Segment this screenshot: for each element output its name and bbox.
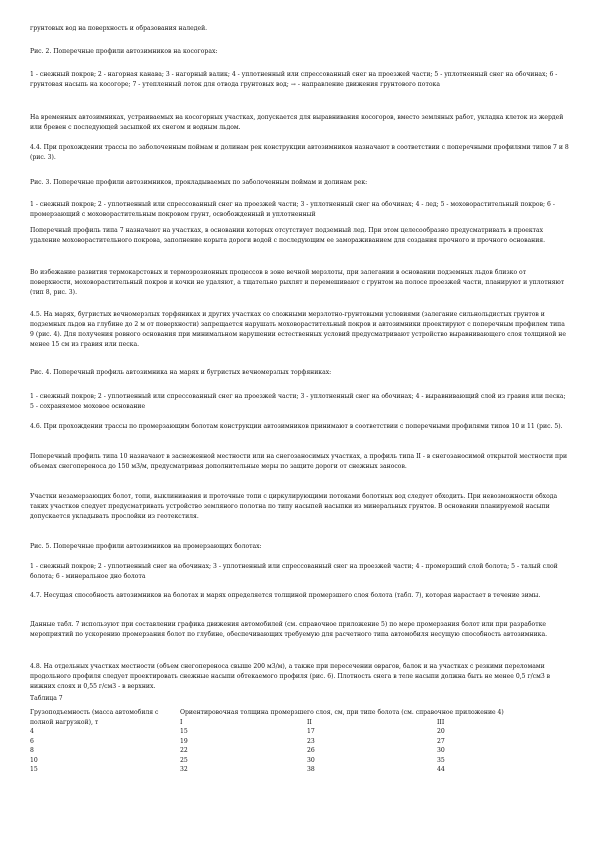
table-cell-type-3: 35 (437, 756, 445, 764)
table-7 (30, 708, 570, 775)
paragraph-4-6: 4.6. При прохождении трассы по промерзающим болотам конструкции автозимников принимают в соответствии с поперечными профилями типов 10 и 11 (рис. 5). (30, 423, 563, 430)
paragraph-4-7: 4.7. Несущая способность автозимников на болотах и марях определяется толщиной промерзшего слоя болота (табл. 7), которая нарастает в течение зимы. (30, 592, 541, 599)
figure-legend-2: 1 - снежный покров; 2 - нагорная канава; 3 - нагорный валик; 4 - уплотненный или спрессованный снег на проезжей части; 5 - уплотненный снег на обочинах; 6 - грунтовая насыпь на косогоре; 7 - утепленный лоток для отвода грунтовых вод; → - направление движения грунтового потока (30, 71, 558, 88)
table-cell-type-2: 17 (307, 728, 315, 735)
table-row (30, 756, 570, 766)
table-cell-type-2: 30 (307, 756, 315, 764)
paragraph-profile-type-10: Поперечный профиль типа 10 назначают в заснеженной местности или на снегозаносимых участках, а профиль типа II - в снегозаносимой открытой местности при объемах снегопереноса до 150 м3/м, предусматривая дополнительные меры по защите дороги от снежных заносов. (30, 453, 568, 470)
table-header-thickness (180, 708, 570, 718)
paragraph-temporary-winter-roads: На временных автозимниках, устраиваемых на косогорных участках, допускается для выравнивания косогоров, вместо земляных работ, укладка клеток из жердей или бревен с последующей засыпкой их снегом и водным льдом. (30, 114, 564, 131)
table-subheader-type-3: III (437, 718, 445, 726)
table-subheader-type-1: I (180, 718, 183, 726)
paragraph-profile-type-7: Поперечный профиль типа 7 назначают на участках, в основании которых отсутствует подземный лед. При этом целесообразно предусматривать в проектах удаление моховорастительного покрова, заполнение корыта дороги водой с последующим ее замораживанием для создания прочного и прочного основания. (30, 227, 546, 244)
table-cell-capacity: 15 (30, 766, 38, 773)
table-row (30, 737, 570, 747)
table-cell-type-3: 20 (437, 728, 445, 735)
figure-legend-3: 1 - снежный покров; 2 - уплотненный или спрессованный снег на проезжей части; 3 - уплотненный снег на обочинах; 4 - лед; 5 - моховорастительный покров; 6 - промерзающий с моховорастительным покровом грунт, освобожденный и уплотненный (30, 201, 555, 218)
table-cell-capacity: 4 (30, 728, 34, 735)
paragraph-permafrost: Во избежание развития термокарстовых и термоэрозионных процессов в зоне вечной мерзлоты, при залегании в основании подземных льдов близко от поверхности, моховорастительный покров и кочки не удаляют, а тщательно рыхлят и перемешивают с грунтом на полосе проезжей части, планируют и уплотняют (тип 8, рис. 3). (30, 269, 565, 296)
table-cell-type-3: 27 (437, 737, 445, 745)
paragraph-4-4: 4.4. При прохождении трассы по заболоченным поймам и долинам рек конструкции автозимников назначают в соответствии с поперечными профилями типов 7 и 8 (рис. 3). (30, 144, 569, 161)
table-cell-type-3: 30 (437, 747, 445, 754)
table-cell-capacity: 6 (30, 737, 34, 745)
table-cell-type-3: 44 (437, 766, 445, 773)
table-cell-type-1: 15 (180, 728, 188, 735)
table-cell-capacity: 10 (30, 756, 38, 764)
table-header-row (30, 708, 570, 718)
table-cell-type-2: 38 (307, 766, 315, 773)
paragraph-bypass-swamps: Участки незамерзающих болот, топи, выклинивания и проточные топи с циркулирующими потоками болотных вод следует обходить. При невозможности обхода таких участков следует предусматривать устройство земляного полотна по типу насыпей насыпки из минеральных грунтов. В основании планируемой насыпи допускается укладывать прослойки из геотекстиля. (30, 493, 558, 520)
figure-caption-5: Рис. 5. Поперечные профили автозимников на промерзающих болотах: (30, 543, 262, 550)
table-cell-type-1: 22 (180, 747, 188, 754)
table-subheader-type-2: II (307, 718, 312, 726)
table-row (30, 765, 570, 775)
paragraph-groundwater-continuation: грунтовых вод на поверхность и образования наледей. (30, 25, 208, 32)
paragraph-table-7-usage: Данные табл. 7 используют при составлении графика движения автомобилей (см. справочное приложение 5) по мере промерзания болот или при разработке мероприятий по ускорению промерзания болот по глубине, обеспечивающих требуемую для расчетного типа автомобиля несущую способность автозимника. (30, 621, 548, 638)
figure-caption-3: Рис. 3. Поперечные профили автозимников, прокладываемых по заболоченным поймам и долинам рек: (30, 179, 368, 186)
figure-legend-4: 1 - снежный покров; 2 - уплотненный или спрессованный снег на проезжей части; 3 - уплотненный снег на обочинах; 4 - выравнивающий слой из гравия или песка; 5 - сохраняемое моховое основание (30, 393, 566, 410)
table-cell-type-1: 32 (180, 766, 188, 773)
paragraph-4-5: 4.5. На марях, бугристых вечномерзлых торфяниках и других участках со сложными мерзлотно-грунтовыми условиями (залегание сильнольдистых грунтов и подземных льдов на глубине до 2 м от поверхности) запрещается нарушать моховорастительный покров и автозимники проектируют с поперечным профилем типа 9 (рис. 4). Для получения ровного основания при минимальном нарушении естественных условий предусматривают устройство выравнивающего слоя толщиной не менее 15 см из гравия или песка. (30, 311, 566, 348)
paragraph-4-8: 4.8. На отдельных участках местности (объем снегопереноса свыше 200 м3/м), а также при пересечении оврагов, балок и на участках с резкими переломами продольного профиля следует проектировать снежные насыпи обтекаемого профиля (рис. 6). Плотность снега в теле насыпи должна быть не менее 0,5 г/см3 в нижних слоях и 0,55 г/см3 - в верхних. (30, 663, 551, 690)
table-cell-type-1: 25 (180, 756, 188, 764)
figure-caption-2: Рис. 2. Поперечные профили автозимников на косогорах: (30, 48, 218, 55)
figure-legend-5: 1 - снежный покров; 2 - уплотненный снег на обочинах; 3 - уплотненный или спрессованный снег на проезжей части; 4 - промерзший слой болота; 5 - талый слой болота; 6 - минеральное дно болота (30, 563, 558, 580)
table-cell-type-2: 26 (307, 747, 315, 754)
table-row (30, 727, 570, 737)
table-header-thickness-text: Ориентировочная толщина промерзшего слоя, см, при типе болота (см. справочное приложение 4) (180, 709, 504, 716)
table-header-capacity: Грузоподъемность (масса автомобиля с полной нагрузкой), т (30, 709, 159, 726)
table-cell-type-2: 23 (307, 737, 315, 745)
figure-caption-4: Рис. 4. Поперечный профиль автозимника на марях и бугристых вечномерзлых торфяниках: (30, 369, 332, 376)
table-title: Таблица 7 (30, 695, 63, 702)
table-cell-type-1: 19 (180, 737, 188, 745)
table-cell-capacity: 8 (30, 747, 34, 754)
table-row (30, 746, 570, 756)
